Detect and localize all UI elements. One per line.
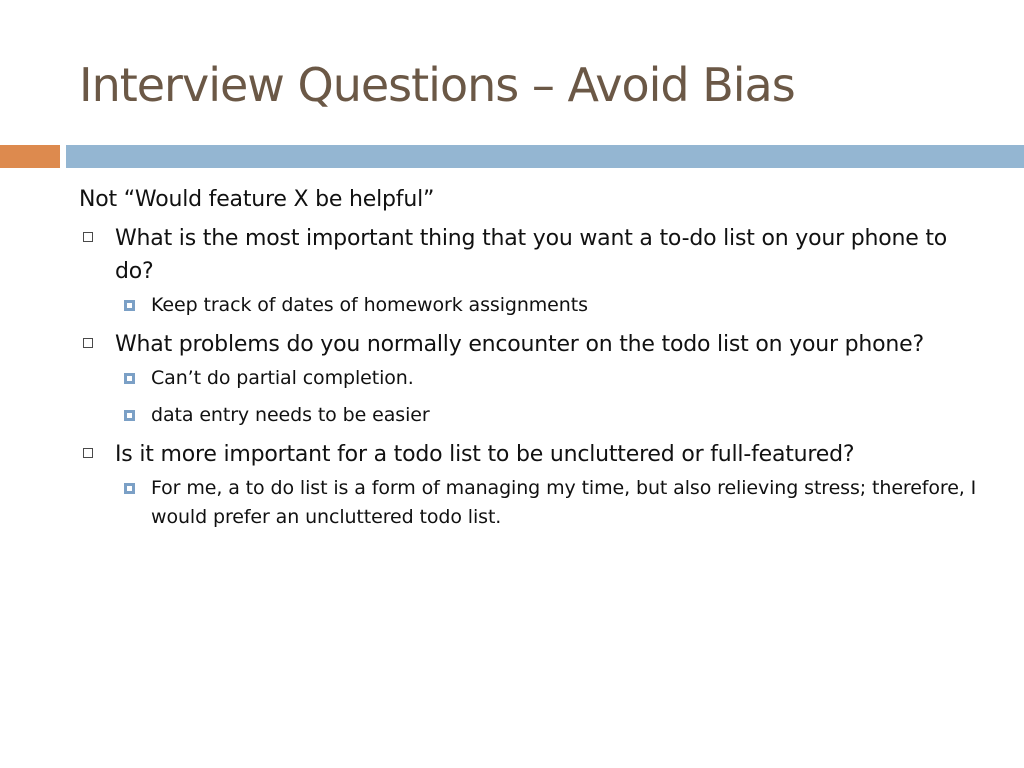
answer-text: Can’t do partial completion. [151,367,414,389]
question-item [79,438,979,471]
answer-item [79,291,979,320]
hollow-square-icon [83,338,93,348]
answer-text: For me, a to do list is a form of managing my time, but also relieving stress; therefore, I would prefer an uncluttered todo list. [151,477,977,528]
answer-text: Keep track of dates of homework assignments [151,294,588,316]
answer-item [79,364,979,393]
question-text: What problems do you normally encounter on the todo list on your phone? [115,332,924,357]
blue-square-icon [124,300,135,311]
slide-title: Interview Questions – Avoid Bias [79,58,795,112]
answer-text: data entry needs to be easier [151,404,430,426]
answer-item [79,401,979,430]
question-item [79,222,979,288]
question-text: What is the most important thing that you want a to-do list on your phone to do? [115,226,948,284]
blue-square-icon [124,373,135,384]
hollow-square-icon [83,232,93,242]
answer-list [79,364,979,430]
answer-list [79,291,979,320]
slide-body [79,180,979,540]
hollow-square-icon [83,448,93,458]
accent-bar-orange [0,145,60,168]
blue-square-icon [124,410,135,421]
question-text: Is it more important for a todo list to be uncluttered or full-featured? [115,442,855,467]
accent-bar-blue [66,145,1024,168]
question-item [79,328,979,361]
blue-square-icon [124,483,135,494]
answer-item [79,474,979,532]
answer-list [79,474,979,532]
intro-text: Not “Would feature X be helpful” [79,187,435,212]
